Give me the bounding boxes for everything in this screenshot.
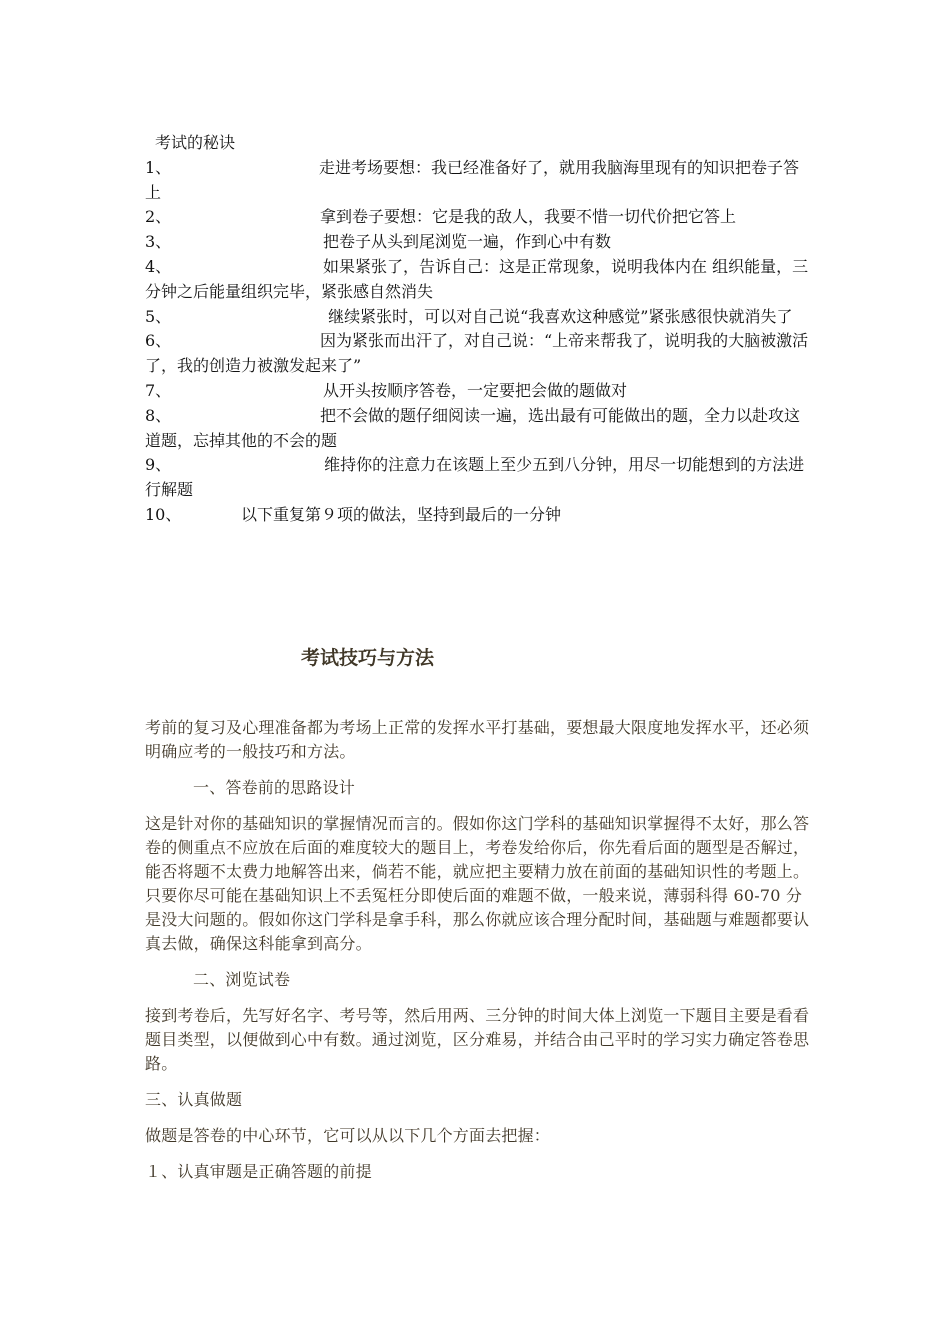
item-text: 继续紧张时，可以对自己说“我喜欢这种感觉”紧张感很快就消失了 — [323, 306, 793, 326]
list-item — [145, 329, 810, 379]
item-number: 3、 — [145, 232, 172, 252]
section-title: 考试的秘诀 — [155, 133, 236, 152]
list-item — [145, 156, 810, 206]
subsection-body: 这是针对你的基础知识的掌握情况而言的。假如你这门学科的基础知识掌握得不太好，那么答卷的侧重点不应放在后面的难度较大的题目上，考卷发给你后，你先看后面的题型是否解过，能否将题不太费力地解答出来，倘若不能，就应把主要精力放在前面的基础知识性的考题上。只要你尽可能在基础知识上不丢冤枉分即使后面的难题不做，一般来说，薄弱科得 60-70 分是没大问题的。假如你这门学科是拿手科，那么你就应该合理分配时间，基础题与难题都要认真去做，确保这科能拿到高分。 — [145, 814, 810, 953]
list-item — [145, 503, 810, 528]
item-number: 2、 — [145, 207, 172, 227]
list-item — [145, 404, 810, 454]
list-item — [145, 205, 810, 230]
item-number: 4、 — [145, 256, 172, 276]
item-number: 10、 — [145, 504, 182, 524]
subsection-point: １、认真审题是正确答题的前提 — [145, 1162, 372, 1181]
item-number: 5、 — [145, 306, 172, 326]
intro-paragraph: 考前的复习及心理准备都为考场上正常的发挥水平打基础，要想最大限度地发挥水平，还必须明确应考的一般技巧和方法。 — [145, 718, 810, 761]
item-text: 因为紧张而出汗了，对自己说：“上帝来帮我了，说明我的大脑被激活了，我的创造力被激发起来了” — [145, 331, 809, 376]
list-item — [145, 230, 810, 255]
section-heading: 考试技巧与方法 — [301, 647, 435, 669]
exam-techniques-section — [145, 640, 810, 1196]
list-item — [145, 255, 810, 305]
item-text: 走进考场要想：我已经准备好了，就用我脑海里现有的知识把卷子答上 — [145, 157, 800, 202]
subsection-title: 一、答卷前的思路设计 — [193, 778, 356, 797]
item-text: 如果紧张了，告诉自己：这是正常现象，说明我体内在 组织能量，三分钟之后能量组织完毕，紧张感自然消失 — [145, 256, 809, 301]
list-item — [145, 305, 810, 330]
list-item — [145, 379, 810, 404]
item-text: 维持你的注意力在该题上至少五到八分钟，用尽一切能想到的方法进行解题 — [145, 455, 805, 500]
subsection-title: 三、认真做题 — [145, 1090, 243, 1109]
item-text: 以下重复第９项的做法，坚持到最后的一分钟 — [241, 504, 562, 524]
item-text: 从开头按顺序答卷，一定要把会做的题做对 — [323, 380, 628, 400]
item-text: 把不会做的题仔细阅读一遍，选出最有可能做出的题，全力以赴攻这道题，忘掉其他的不会的题 — [145, 405, 801, 450]
subsection-body: 做题是答卷的中心环节，它可以从以下几个方面去把握： — [145, 1126, 551, 1145]
subsection-body: 接到考卷后，先写好名字、考号等，然后用两、三分钟的时间大体上浏览一下题目主要是看看题目类型，以便做到心中有数。通过浏览，区分难易，并结合由己平时的学习实力确定答卷思路。 — [145, 1006, 810, 1073]
subsection-title: 二、浏览试卷 — [193, 970, 291, 989]
item-text: 把卷子从头到尾浏览一遍，作到心中有数 — [323, 232, 612, 252]
item-number: 7、 — [145, 380, 172, 400]
item-number: 8、 — [145, 405, 172, 425]
item-number: 9、 — [145, 455, 172, 475]
item-number: 1、 — [145, 157, 172, 177]
item-number: 6、 — [145, 331, 172, 351]
exam-secrets-section — [145, 131, 810, 528]
item-text: 拿到卷子要想：它是我的敌人，我要不惜一切代价把它答上 — [320, 207, 737, 227]
list-item — [145, 453, 810, 503]
